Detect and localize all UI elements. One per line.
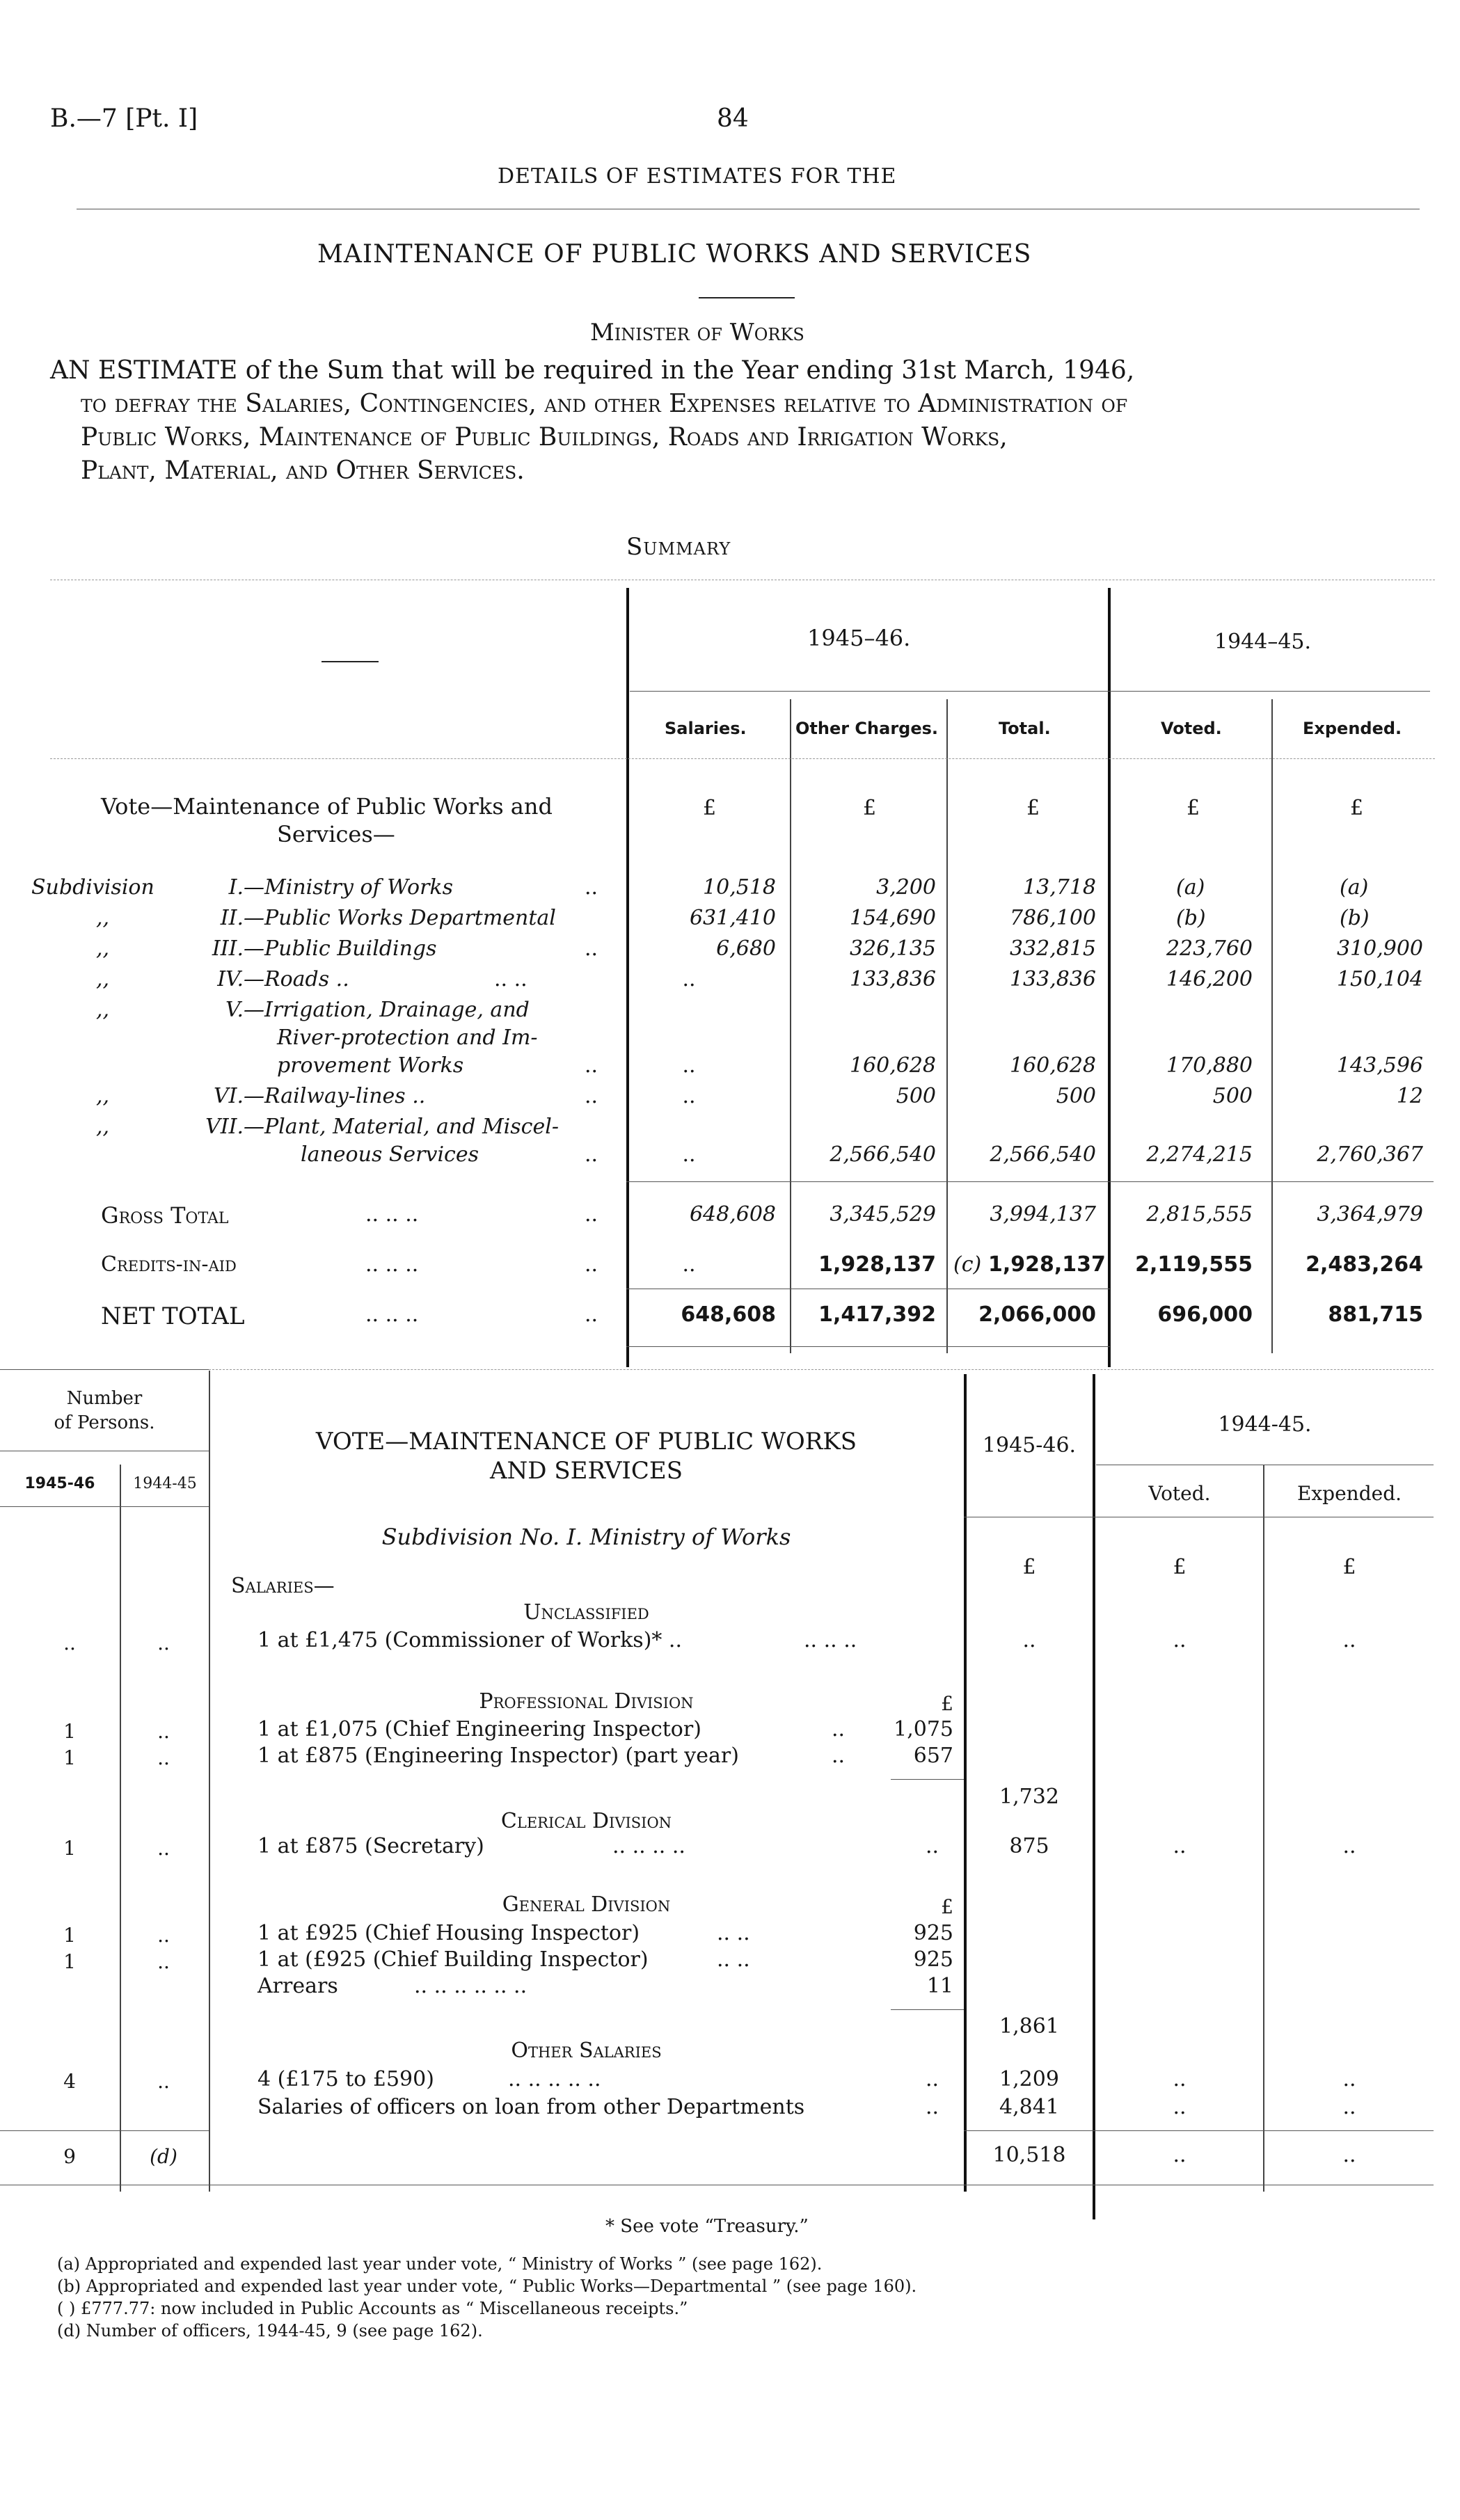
leader-dots: .. [585, 1053, 598, 1078]
dashed-rule [209, 1369, 1434, 1370]
leader-dots: .. .. .. .. [612, 1834, 685, 1858]
net-total: 2,066,000 [978, 1302, 1096, 1327]
net-total-label: NET TOTAL [101, 1302, 245, 1330]
gross-other: 3,345,529 [830, 1202, 936, 1227]
persons-prev: .. [157, 1950, 170, 1973]
row-other: 133,836 [849, 967, 936, 991]
item-amount: 1,732 [999, 1785, 1059, 1809]
minister-heading: Minister of Works [590, 319, 804, 346]
row-voted: (b) [1176, 906, 1206, 930]
subdivision-num: II. [220, 906, 244, 930]
detail-year-prev: 1944-45. [1218, 1412, 1312, 1437]
credits-salaries: .. [682, 1252, 696, 1277]
row-other: 500 [896, 1084, 936, 1108]
row-total: 133,836 [1009, 967, 1096, 991]
row-other: 160,628 [849, 1053, 936, 1078]
item-amount: .. [1022, 1628, 1036, 1652]
estimate-line-3: Public Works, Maintenance of Public Buildings, Roads and Irrigation Works, [81, 423, 1008, 452]
pound-sign: £ [1022, 1555, 1036, 1579]
leader-dots: .. [832, 1744, 846, 1768]
footnote-star: * See vote “Treasury.” [605, 2216, 809, 2237]
pound-sign: £ [941, 1895, 953, 1918]
clerical-heading: Clerical Division [500, 1809, 672, 1833]
professional-heading: Professional Division [479, 1689, 694, 1714]
row-other: 3,200 [876, 875, 936, 900]
item-voted: .. [1173, 1628, 1187, 1652]
leader-dots: .. [585, 1252, 598, 1277]
item-voted: .. [1173, 2095, 1187, 2119]
subdivision-label: —Ministry of Works [244, 875, 453, 900]
subdivision-num: I. [228, 875, 244, 900]
detail-vrule-persons-mid [120, 1465, 121, 2192]
subdivision-num: III. [212, 936, 244, 961]
row-total: 2,566,540 [990, 1142, 1096, 1167]
persons-prev: .. [157, 1837, 170, 1860]
unclassified-heading: Unclassified [523, 1600, 649, 1625]
gross-voted: 2,815,555 [1146, 1202, 1253, 1227]
item-expended: .. [1342, 1834, 1356, 1858]
subdivision-heading: Subdivision No. I. Ministry of Works [381, 1524, 791, 1550]
total-expended: .. [1342, 2143, 1356, 2167]
col-salaries: Salaries. [665, 719, 747, 738]
item-subamount: 925 [913, 1921, 953, 1945]
row-salaries: .. [682, 1084, 696, 1108]
item-text: Salaries of officers on loan from other Departments [257, 2095, 805, 2119]
row-voted: 500 [1212, 1084, 1253, 1108]
leader-dots: .. [832, 1717, 846, 1741]
row-other: 326,135 [849, 936, 936, 961]
subdivision-label: —Plant, Material, and Miscel- [244, 1115, 559, 1139]
row-expended: (b) [1340, 906, 1370, 930]
summary-year-current: 1945–46. [807, 625, 911, 651]
subdivision-prefix: ,, [96, 967, 110, 991]
detail-top-rule [0, 1369, 209, 1370]
item-voted: .. [1173, 1834, 1187, 1858]
persons-total-rule [0, 2130, 209, 2131]
detail-vrule-year [1093, 1374, 1095, 2219]
row-salaries: .. [682, 967, 696, 991]
estimate-line-2: to defray the Salaries, Contingencies, and other Expenses relative to Administration of [81, 390, 1128, 418]
pound-sign: £ [1342, 1555, 1356, 1579]
other-salaries-heading: Other Salaries [511, 2039, 662, 2063]
credits-other: 1,928,137 [818, 1252, 936, 1277]
dashed-rule [50, 758, 1435, 759]
item-subamount: 1,075 [894, 1717, 953, 1741]
leader-dots: .. [585, 1084, 598, 1108]
pound-sign: £ [863, 796, 877, 820]
subdivision-prefix: ,, [96, 1084, 110, 1108]
item-expended: .. [1342, 2067, 1356, 2091]
persons-col-rule [0, 1506, 209, 1507]
item-text: 1 at £925 (Chief Housing Inspector) [257, 1921, 640, 1945]
salaries-heading: Salaries— [231, 1574, 335, 1598]
gross-total-label: Gross Total [101, 1202, 229, 1229]
persons-current: 1 [63, 1720, 76, 1743]
subdivision-num: VII. [205, 1115, 244, 1139]
summary-vrule-expended [1271, 699, 1273, 1353]
row-other: 154,690 [849, 906, 936, 930]
net-expended: 881,715 [1328, 1302, 1423, 1327]
footnote-b: (b) Appropriated and expended last year under vote, “ Public Works—Departmental ” (see page 160). [57, 2276, 917, 2296]
row-voted: 170,880 [1166, 1053, 1253, 1078]
persons-prev: .. [157, 1746, 170, 1769]
subdivision-num: VI. [213, 1084, 244, 1108]
leader-dots: .. .. [717, 1947, 750, 1972]
detail-year-current: 1945-46. [982, 1433, 1077, 1458]
leader-dots: .. .. .. [365, 1252, 419, 1277]
persons-total-current: 9 [63, 2145, 76, 2168]
leader-dots: .. .. .. [365, 1302, 419, 1327]
subtotal-rule [891, 2009, 964, 2010]
item-text: 1 at (£925 (Chief Building Inspector) [257, 1947, 649, 1972]
row-salaries: 631,410 [689, 906, 776, 930]
item-text: 1 at £1,075 (Chief Engineering Inspector) [257, 1717, 701, 1741]
net-other: 1,417,392 [818, 1302, 936, 1327]
leader-dots: .. [585, 1142, 598, 1167]
subdivision-label: —Railway-lines .. [244, 1084, 426, 1108]
vote-label-2: Services— [277, 821, 395, 847]
persons-prev: .. [157, 1632, 170, 1654]
leader-dots: .. [926, 2067, 939, 2091]
item-text: 1 at £875 (Engineering Inspector) (part year) [257, 1744, 739, 1768]
row-expended: 310,900 [1336, 936, 1423, 961]
page-reference: B.—7 [Pt. I] [50, 104, 198, 133]
subdivision-label: —Public Works Departmental [244, 906, 556, 930]
detail-vrule-persons [209, 1371, 210, 2192]
subdivision-label: —Roads .. [244, 967, 349, 991]
subtotal-rule [626, 1181, 1434, 1182]
summary-vrule-total [946, 699, 948, 1353]
item-amount: 4,841 [999, 2095, 1059, 2119]
persons-current: 1 [63, 1837, 76, 1860]
detail-vrule-expended [1263, 1465, 1264, 2192]
row-voted: (a) [1176, 875, 1205, 900]
item-amount: 1,861 [999, 2014, 1059, 2039]
persons-prev: .. [157, 1720, 170, 1743]
row-voted: 146,200 [1166, 967, 1253, 991]
subdivision-num: V. [225, 998, 244, 1022]
item-text: 1 at £1,475 (Commissioner of Works)* .. [257, 1628, 683, 1652]
page-title: MAINTENANCE OF PUBLIC WORKS AND SERVICES [317, 240, 1032, 269]
net-voted: 696,000 [1157, 1302, 1253, 1327]
estimate-line-4: Plant, Material, and Other Services. [81, 456, 525, 485]
pound-sign: £ [941, 1692, 953, 1715]
total-amount: 10,518 [992, 2143, 1066, 2167]
leader-dots: .. .. .. .. .. .. [414, 1974, 527, 1998]
item-subamount: 11 [926, 1974, 953, 1998]
row-expended: (a) [1340, 875, 1369, 900]
footnote-a: (a) Appropriated and expended last year under vote, “ Ministry of Works ” (see page 162). [57, 2254, 823, 2274]
subdivision-num: IV. [217, 967, 244, 991]
row-salaries: .. [682, 1142, 696, 1167]
row-salaries: 10,518 [703, 875, 776, 900]
item-text: 4 (£175 to £590) [257, 2067, 434, 2091]
row-expended: 12 [1396, 1084, 1423, 1108]
item-expended: .. [1342, 1628, 1356, 1652]
leader-dots: .. .. [494, 967, 527, 991]
leader-dots: .. [926, 2095, 939, 2119]
footnote-c: ( ) £777.77: now included in Public Accounts as “ Miscellaneous receipts.” [57, 2299, 688, 2318]
leader-dots: .. [585, 1202, 598, 1227]
row-total: 13,718 [1023, 875, 1096, 900]
subdivision-prefix: ,, [96, 998, 110, 1022]
estimate-line-1: AN ESTIMATE of the Sum that will be required in the Year ending 31st March, 1946, [50, 356, 1135, 385]
persons-header-1: Number [66, 1388, 143, 1409]
credits-voted: 2,119,555 [1135, 1252, 1253, 1277]
pound-sign: £ [703, 796, 717, 820]
item-text: Arrears [257, 1974, 338, 1998]
detail-col-expended: Expended. [1296, 1482, 1402, 1505]
credits-note: (c) [953, 1252, 982, 1277]
persons-col-current: 1945-46 [24, 1475, 95, 1492]
leader-dots: .. .. .. .. .. [508, 2067, 601, 2091]
leader-dots: .. .. [717, 1921, 750, 1945]
title-rule [699, 297, 795, 298]
col-voted: Voted. [1161, 719, 1222, 738]
gross-expended: 3,364,979 [1317, 1202, 1423, 1227]
detail-vote-title-1: VOTE—MAINTENANCE OF PUBLIC WORKS [315, 1428, 857, 1456]
detail-col-voted: Voted. [1148, 1482, 1211, 1505]
row-expended: 2,760,367 [1317, 1142, 1423, 1167]
col-other-charges: Other Charges. [795, 719, 939, 738]
subdivision-prefix: ,, [96, 906, 110, 930]
leader-dots: .. [585, 875, 598, 900]
persons-prev: .. [157, 2070, 170, 2093]
net-bottom-rule [626, 1346, 1110, 1347]
item-expended: .. [1342, 2095, 1356, 2119]
header-rule [630, 691, 1430, 692]
subdivision-prefix: ,, [96, 936, 110, 961]
persons-current: 1 [63, 1950, 76, 1973]
persons-current: 1 [63, 1746, 76, 1769]
short-rule [322, 661, 379, 662]
row-voted: 2,274,215 [1146, 1142, 1253, 1167]
leader-dots: .. .. .. [804, 1628, 857, 1652]
subdivision-prefix: Subdivision [31, 875, 154, 900]
col-total: Total. [999, 719, 1051, 738]
leader-dots: .. [585, 936, 598, 961]
row-total: 160,628 [1009, 1053, 1096, 1078]
row-total: 500 [1056, 1084, 1096, 1108]
persons-total-prev: (d) [150, 2145, 177, 2168]
persons-header-2: of Persons. [54, 1412, 155, 1433]
item-amount: 1,209 [999, 2067, 1059, 2091]
summary-year-prev: 1944–45. [1214, 630, 1312, 654]
general-heading: General Division [502, 1892, 671, 1917]
row-voted: 223,760 [1166, 936, 1253, 961]
item-voted: .. [1173, 2067, 1187, 2091]
persons-current: 1 [63, 1924, 76, 1947]
gross-total: 3,994,137 [990, 1202, 1096, 1227]
row-salaries: 6,680 [716, 936, 776, 961]
amount-total-rule [964, 2130, 1434, 2131]
row-total: 332,815 [1009, 936, 1096, 961]
leader-dots: .. [585, 1302, 598, 1327]
row-expended: 143,596 [1336, 1053, 1423, 1078]
item-amount: 875 [1009, 1834, 1049, 1858]
gross-salaries: 648,608 [689, 1202, 776, 1227]
row-other: 2,566,540 [830, 1142, 936, 1167]
pound-sign: £ [1350, 796, 1364, 820]
row-expended: 150,104 [1336, 967, 1423, 991]
leader-dots: .. .. .. [365, 1202, 419, 1227]
subdivision-label: —Public Buildings [244, 936, 437, 961]
persons-col-prev: 1944-45 [133, 1475, 197, 1492]
detail-vote-title-2: AND SERVICES [490, 1457, 683, 1485]
persons-prev: .. [157, 1924, 170, 1947]
col-expended: Expended. [1303, 719, 1402, 738]
summary-title: Summary [626, 533, 731, 561]
subdivision-label-cont: provement Works [277, 1053, 464, 1078]
pound-sign: £ [1026, 796, 1040, 820]
heading-small: DETAILS OF ESTIMATES FOR THE [498, 164, 897, 189]
net-salaries: 648,608 [681, 1302, 776, 1327]
persons-current: .. [63, 1632, 76, 1654]
row-total: 786,100 [1009, 906, 1096, 930]
pound-sign: £ [1187, 796, 1200, 820]
subdivision-label-cont: laneous Services [301, 1142, 479, 1167]
subdivision-label-cont: River-protection and Im- [277, 1026, 538, 1050]
credits-expended: 2,483,264 [1306, 1252, 1423, 1277]
row-salaries: .. [682, 1053, 696, 1078]
leader-dots: .. [926, 1834, 939, 1858]
persons-current: 4 [63, 2070, 76, 2093]
item-text: 1 at £875 (Secretary) [257, 1834, 484, 1858]
credits-label: Credits-in-aid [101, 1252, 237, 1277]
pound-sign: £ [1173, 1555, 1187, 1579]
credits-total: 1,928,137 [988, 1252, 1106, 1277]
total-voted: .. [1173, 2143, 1187, 2167]
subdivision-prefix: ,, [96, 1115, 110, 1139]
subdivision-label: —Irrigation, Drainage, and [244, 998, 530, 1022]
summary-vrule-main [626, 588, 629, 1367]
subtotal-rule [891, 1779, 964, 1780]
item-subamount: 925 [913, 1947, 953, 1972]
vote-label-1: Vote—Maintenance of Public Works and [101, 793, 553, 820]
item-subamount: 657 [913, 1744, 953, 1768]
footnote-d: (d) Number of officers, 1944-45, 9 (see page 162). [57, 2321, 483, 2340]
page-number: 84 [717, 104, 749, 133]
